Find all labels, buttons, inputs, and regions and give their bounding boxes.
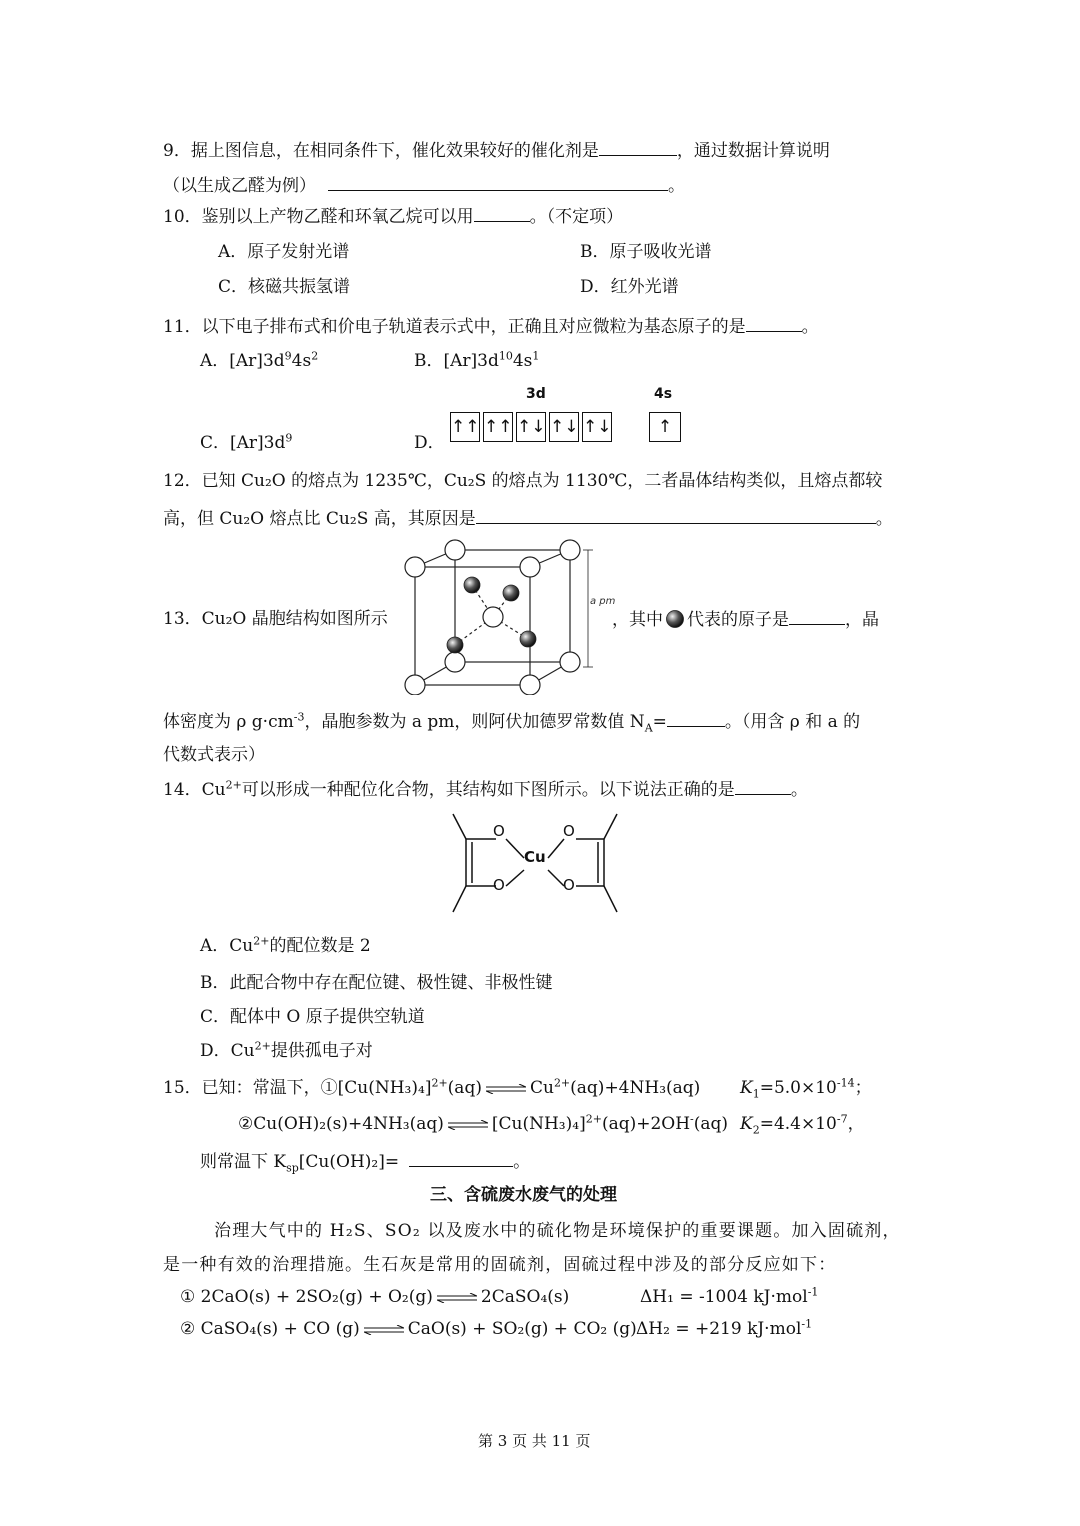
equilibrium-arrow-icon bbox=[364, 1325, 404, 1335]
orbital-3d-box: ↑↑ bbox=[450, 412, 480, 442]
q14-option-a: A．$Cu^{2+}$的配位数是 2 bbox=[200, 934, 371, 956]
q11-option-b: B．$[Ar]3d^{10}4s^1$ bbox=[414, 349, 540, 371]
q10-option-a: A．原子发射光谱 bbox=[218, 242, 350, 262]
struct-cu: Cu bbox=[524, 848, 546, 866]
q15-k1: $K_1=5.0\times 10^{-14}$； bbox=[740, 1076, 872, 1101]
label-3d: 3d bbox=[526, 386, 546, 402]
q15-line2: ②Cu(OH)₂(s)+4NH₃(aq) $[Cu(NH_3)_4]^{2+}(aq)+2OH^-(aq)$ bbox=[238, 1112, 729, 1134]
label-4s: 4s bbox=[654, 386, 673, 402]
q12-blank[interactable] bbox=[476, 507, 876, 524]
section3-paragraph-line1: 治理大气中的 H₂S、SO₂ 以及废水中的硫化物是环境保护的重要课题。加入固硫剂， bbox=[214, 1221, 901, 1241]
q10-option-d: D．红外光谱 bbox=[580, 277, 679, 297]
equilibrium-arrow-icon bbox=[437, 1293, 477, 1303]
q10-option-c: C．核磁共振氢谱 bbox=[218, 277, 351, 297]
gray-sphere-icon bbox=[665, 609, 685, 629]
cu2o-unit-cell-diagram bbox=[400, 535, 620, 695]
section3-paragraph-line2: 是一种有效的治理措施。生石灰是常用的固硫剂，固硫过程中涉及的部分反应如下： bbox=[163, 1255, 837, 1275]
q11-blank[interactable] bbox=[746, 315, 802, 332]
q11-option-d: D． bbox=[414, 433, 445, 453]
cell-parameter-label: a pm bbox=[590, 596, 616, 607]
q9-line2: （以生成乙醛为例） 。 bbox=[163, 176, 685, 196]
equilibrium-arrow-icon bbox=[448, 1120, 488, 1130]
equilibrium-arrow-icon bbox=[486, 1084, 526, 1094]
q11-option-a: A．$[Ar]3d^94s^2$ bbox=[200, 349, 319, 371]
q11-option-c: C．$[Ar]3d^9$ bbox=[200, 431, 293, 453]
q13-line3: 代数式表示） bbox=[163, 745, 265, 765]
q14-option-b: B．此配合物中存在配位键、极性键、非极性键 bbox=[200, 973, 553, 993]
q15-k2: $K_2=4.4\times 10^{-7}$， bbox=[740, 1112, 865, 1137]
q10-blank[interactable] bbox=[474, 205, 530, 222]
reaction-2: ② CaSO₄(s) + CO (g) CaO(s) + SO₂(g) + CO₂ (g) bbox=[180, 1319, 637, 1339]
section3-title: 三、含硫废水废气的处理 bbox=[430, 1185, 617, 1205]
page-footer: 第 3 页 共 11 页 bbox=[478, 1432, 591, 1450]
q14-option-d: D．$Cu^{2+}$提供孤电子对 bbox=[200, 1039, 373, 1061]
struct-o-top-right: O bbox=[563, 822, 575, 840]
struct-o-bottom-right: O bbox=[563, 876, 575, 894]
orbital-diagram bbox=[450, 386, 690, 446]
reaction-2-enthalpy: ΔH₂ = +219 kJ·mol$^{-1}$ bbox=[636, 1317, 813, 1339]
q13-after: ，其中 代表的原子是 ，晶 bbox=[612, 610, 879, 630]
q13-stem: 13．Cu₂O 晶胞结构如图所示 bbox=[163, 609, 388, 629]
q14-option-c: C．配体中 O 原子提供空轨道 bbox=[200, 1007, 425, 1027]
q13-blank-na[interactable] bbox=[667, 710, 725, 727]
q15-blank-ksp[interactable] bbox=[409, 1150, 513, 1167]
reaction-1: ① 2CaO(s) + 2SO₂(g) + O₂(g) 2CaSO₄(s) bbox=[180, 1287, 570, 1307]
struct-o-bottom-left: O bbox=[493, 876, 505, 894]
orbital-3d-box: ↑↓ bbox=[516, 412, 546, 442]
q9-line1: 9．据上图信息，在相同条件下，催化效果较好的催化剂是 ，通过数据计算说明 bbox=[163, 141, 830, 161]
orbital-3d-box: ↑↓ bbox=[549, 412, 579, 442]
q10-option-b: B．原子吸收光谱 bbox=[580, 242, 712, 262]
q9-blank-catalyst[interactable] bbox=[599, 139, 677, 156]
orbital-3d-box: ↑↓ bbox=[582, 412, 612, 442]
reaction-1-enthalpy: ΔH₁ = -1004 kJ·mol$^{-1}$ bbox=[640, 1285, 819, 1307]
q9-blank-calc[interactable] bbox=[328, 174, 668, 191]
q14-blank[interactable] bbox=[735, 778, 791, 795]
q14-stem: 14．$Cu^{2+}$可以形成一种配位化合物，其结构如下图所示。以下说法正确的是 。 bbox=[163, 778, 808, 800]
struct-o-top-left: O bbox=[493, 822, 505, 840]
q13-blank-atom[interactable] bbox=[789, 608, 845, 625]
q15-line3: 则常温下 $K_{sp}[Cu(OH)_2]=$ 。 bbox=[200, 1152, 531, 1175]
q12-line2: 高，但 Cu₂O 熔点比 Cu₂S 高，其原因是 。 bbox=[163, 509, 893, 529]
q11-stem: 11．以下电子排布式和价电子轨道表示式中，正确且对应微粒为基态原子的是 。 bbox=[163, 317, 819, 337]
orbital-4s-box: ↑ bbox=[649, 412, 681, 442]
q10-stem: 10．鉴别以上产物乙醛和环氧乙烷可以用 。（不定项） bbox=[163, 207, 624, 227]
orbital-3d-boxes bbox=[450, 412, 620, 442]
orbital-3d-box: ↑↑ bbox=[483, 412, 513, 442]
q12-line1: 12．已知 Cu₂O 的熔点为 1235℃，Cu₂S 的熔点为 1130℃，二者晶体结构类似，且熔点都较 bbox=[163, 471, 883, 491]
q13-line2: 体密度为 ρ $g\cdot cm^{-3}$，晶胞参数为 a pm，则阿伏加德罗常数值 $N_A=$ 。（用含 ρ 和 a 的 bbox=[163, 710, 861, 735]
q15-line1: 15．已知：常温下，$①[Cu(NH_3)_4]^{2+}(aq)$ $Cu^{2+}(aq)+4NH_3(aq)$ bbox=[163, 1076, 701, 1098]
